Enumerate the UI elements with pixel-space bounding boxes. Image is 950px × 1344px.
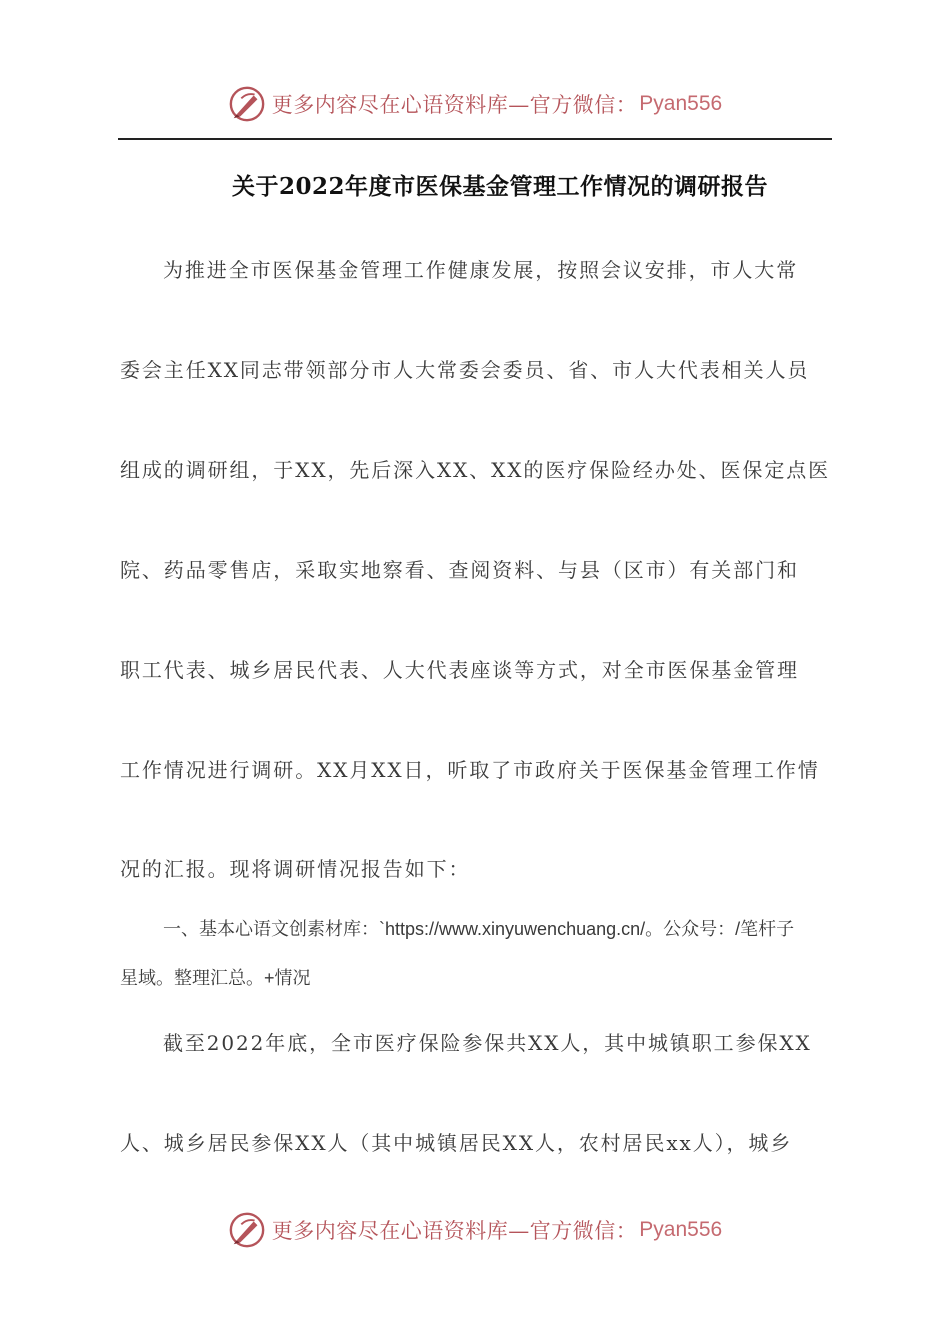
footer-text: 更多内容尽在心语资料库—官方微信： bbox=[271, 1219, 638, 1243]
document-title: 关于2022年度市医保基金管理工作情况的调研报告 bbox=[231, 173, 768, 200]
paragraph-line: 工作情况进行调研。XX月XX日，听取了市政府关于医保基金管理工作情 bbox=[120, 758, 820, 782]
section-heading-line: 星域。整理汇总。+情况 bbox=[120, 968, 311, 988]
footer-banner bbox=[0, 1206, 950, 1254]
section-heading-line: 一、基本心语文创素材库：`https://www.xinyuwenchuang.cn/。公众号：/笔杆子 bbox=[163, 919, 795, 939]
pen-logo-icon bbox=[228, 1211, 266, 1249]
footer-wechat-id: Pyan556 bbox=[639, 1218, 723, 1241]
paragraph-line: 委会主任XX同志带领部分市人大常委会委员、省、市人大代表相关人员 bbox=[120, 358, 810, 382]
header-wechat-id: Pyan556 bbox=[639, 92, 723, 115]
paragraph-line: 院、药品零售店，采取实地察看、查阅资料、与县（区市）有关部门和 bbox=[120, 558, 799, 582]
header-text: 更多内容尽在心语资料库—官方微信： bbox=[271, 93, 638, 117]
paragraph-line: 组成的调研组，于XX，先后深入XX、XX的医疗保险经办处、医保定点医 bbox=[120, 458, 831, 482]
paragraph-line: 截至2022年底，全市医疗保险参保共XX人，其中城镇职工参保XX bbox=[163, 1031, 812, 1055]
header-divider bbox=[118, 138, 832, 140]
paragraph-line: 为推进全市医保基金管理工作健康发展，按照会议安排，市人大常 bbox=[163, 258, 799, 282]
paragraph-line: 人、城乡居民参保XX人（其中城镇居民XX人，农村居民xx人），城乡 bbox=[120, 1131, 793, 1155]
pen-logo-icon bbox=[228, 85, 266, 123]
paragraph-line: 况的汇报。现将调研情况报告如下： bbox=[120, 857, 471, 881]
paragraph-line: 职工代表、城乡居民代表、人大代表座谈等方式，对全市医保基金管理 bbox=[120, 658, 799, 682]
header-banner bbox=[0, 80, 950, 128]
